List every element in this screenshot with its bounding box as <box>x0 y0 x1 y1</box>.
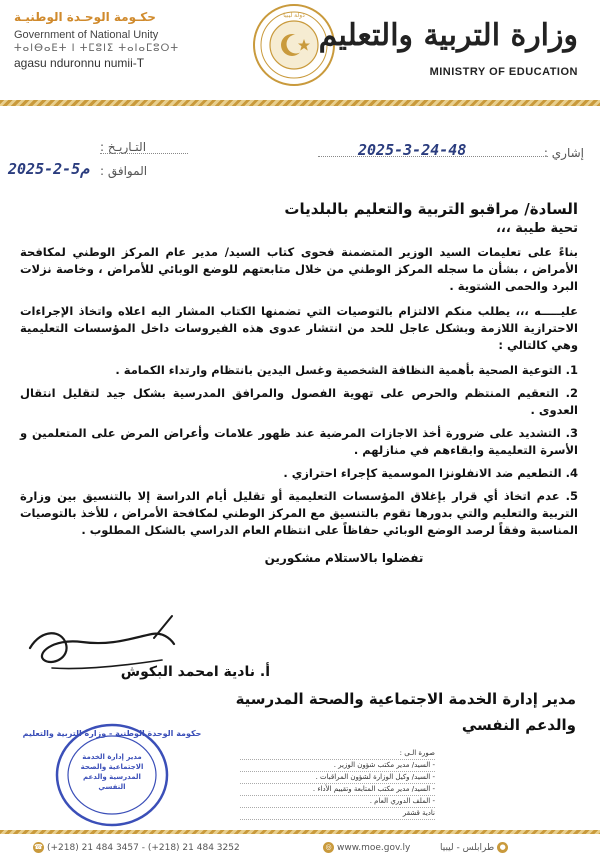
stamp-outer-text: حكومة الوحدة الوطنية - وزارة التربية والتعليم <box>22 729 202 738</box>
recommendation-item: 1. التوعية الصحية بأهمية النظافة الشخصية وغسل اليدين بانتظام وارتداء الكمامة . <box>115 363 578 377</box>
signatory-title-continued: والدعم النفسي <box>461 716 576 734</box>
ministry-name-english: MINISTRY OF EDUCATION <box>429 66 578 78</box>
corresponding-date-label: الموافق : <box>100 164 148 178</box>
intro-paragraph: بناءً على تعليمات السيد الوزير المتضمنة فحوى كتاب السيد/ مدير عام المركز الوطني لمكافحة الأمراض ، بشأن ما سجله المركز الوطني من خلال متابعتهم للوضع الوبائي للأمراض ، وخاصة نزلات البرد والحمى الشتوية . <box>20 245 578 293</box>
footer-phone-text: (+218) 21 484 3457 - (+218) 21 484 3252 <box>47 843 240 853</box>
footer-location-text: طرابلس - ليبيا <box>440 843 495 853</box>
corresponding-date-value: 2025-2-5م <box>8 160 90 178</box>
globe-icon: ◎ <box>323 842 334 853</box>
letter-body <box>20 200 578 565</box>
addressee: السادة/ مراقبو التربية والتعليم بالبلديات <box>284 200 578 218</box>
recommendation-item: 3. التشديد على ضرورة أخذ الاجازات المرضية عند ظهور علامات وأعراض المرض على المتعلمين و الأسرة التعليمية وابقاءهم في منازلهم . <box>20 426 578 457</box>
recommendation-item: 4. التطعيم ضد الانفلونزا الموسمية كإجراء احترازي . <box>283 466 578 480</box>
copy-recipient: - الملف الدوري العام . <box>240 796 435 808</box>
copy-recipient: - السيد/ مدير مكتب المتابعة وتقييم الأداء . <box>240 784 435 796</box>
signatory-title: مدير إدارة الخدمة الاجتماعية والصحة المدرسية <box>235 690 576 708</box>
reference-number: 2025-3-24-48 <box>358 141 467 159</box>
footer-website-text[interactable]: www.moe.gov.ly <box>337 843 411 853</box>
stamp-inner-text: مدير إدارة الخدمة الاجتماعية والصحة المدرسية والدعم النفسي <box>80 753 144 791</box>
date-line <box>100 153 188 154</box>
phone-icon: ☎ <box>34 843 43 851</box>
footer-website[interactable] <box>320 842 410 853</box>
greeting: تحية طيبة ،،، <box>495 221 578 236</box>
ministry-name-arabic: وزارة التربية والتعليم <box>318 18 578 53</box>
request-paragraph: عليـــــه ،،، يطلب منكم الالتزام بالتوصيات التي تضمنها الكتاب المشار اليه اعلاه واتخاذ الإجراءات الاحترازية اللازمة وبشكل عاجل للحد من انتشار عدوى هذه الفيروسات داخل المؤسسات التعليمية وهي كالتالي : <box>20 304 578 352</box>
copy-recipient: - السيد/ وكيل الوزارة لشؤون المراقبات . <box>240 772 435 784</box>
government-name-english: Government of National Unity <box>14 29 159 41</box>
government-name-tifinagh: ⵜⴰⵏⴱⴰⴹⵜ ⵏ ⵜⵎⵓⵏⵉ ⵜⴰⵏⴰⵎⵓⵔⵜ <box>14 43 180 54</box>
header-divider <box>0 100 600 106</box>
closing-line: تفضلوا بالاستلام مشكورين <box>264 551 424 565</box>
copy-recipient: نادية قشقر <box>240 808 435 820</box>
footer-phone <box>30 842 240 853</box>
footer-divider <box>0 830 600 834</box>
copies-list <box>240 748 435 820</box>
recommendation-item: 2. التعقيم المنتظم والحرص على تهوية الفصول والمرافق المدرسية بشكل جيد لتقليل انتقال العدوى . <box>20 386 578 417</box>
copy-recipient: - السيد/ مدير مكتب شؤون الوزير . <box>240 760 435 772</box>
recommendation-item: 5. عدم اتخاذ أي قرار بإغلاق المؤسسات التعليمية أو تقليل أيام الدراسة إلا بالتنسيق بين وزارة التربية والتعليم والتي بدورها تقوم بالتنسيق مع المركز الوطني لمكافحة الأمراض ، للأخذ بالتوصيات المناسبة وفقاً لرصد الوضع الوبائي حفاظاً على انتظام العام الدراسي بالشكل المطلوب . <box>20 489 578 537</box>
official-stamp <box>22 722 202 828</box>
location-pin-icon: ● <box>497 842 508 853</box>
government-name-amazigh: agasu nduronnu numii-T <box>14 56 145 70</box>
date-label: التـاريـخ : <box>100 140 147 154</box>
government-name-arabic: حكـومة الوحـدة الوطنيـة <box>14 10 156 24</box>
signatory-name: أ. نادية امحمد البكوش <box>120 664 270 680</box>
footer-location <box>440 842 511 853</box>
reference-label: إشاري : <box>543 146 584 160</box>
emblem-text: دولة ليبيا <box>283 12 305 19</box>
copies-title: صورة الـى : <box>240 748 435 760</box>
